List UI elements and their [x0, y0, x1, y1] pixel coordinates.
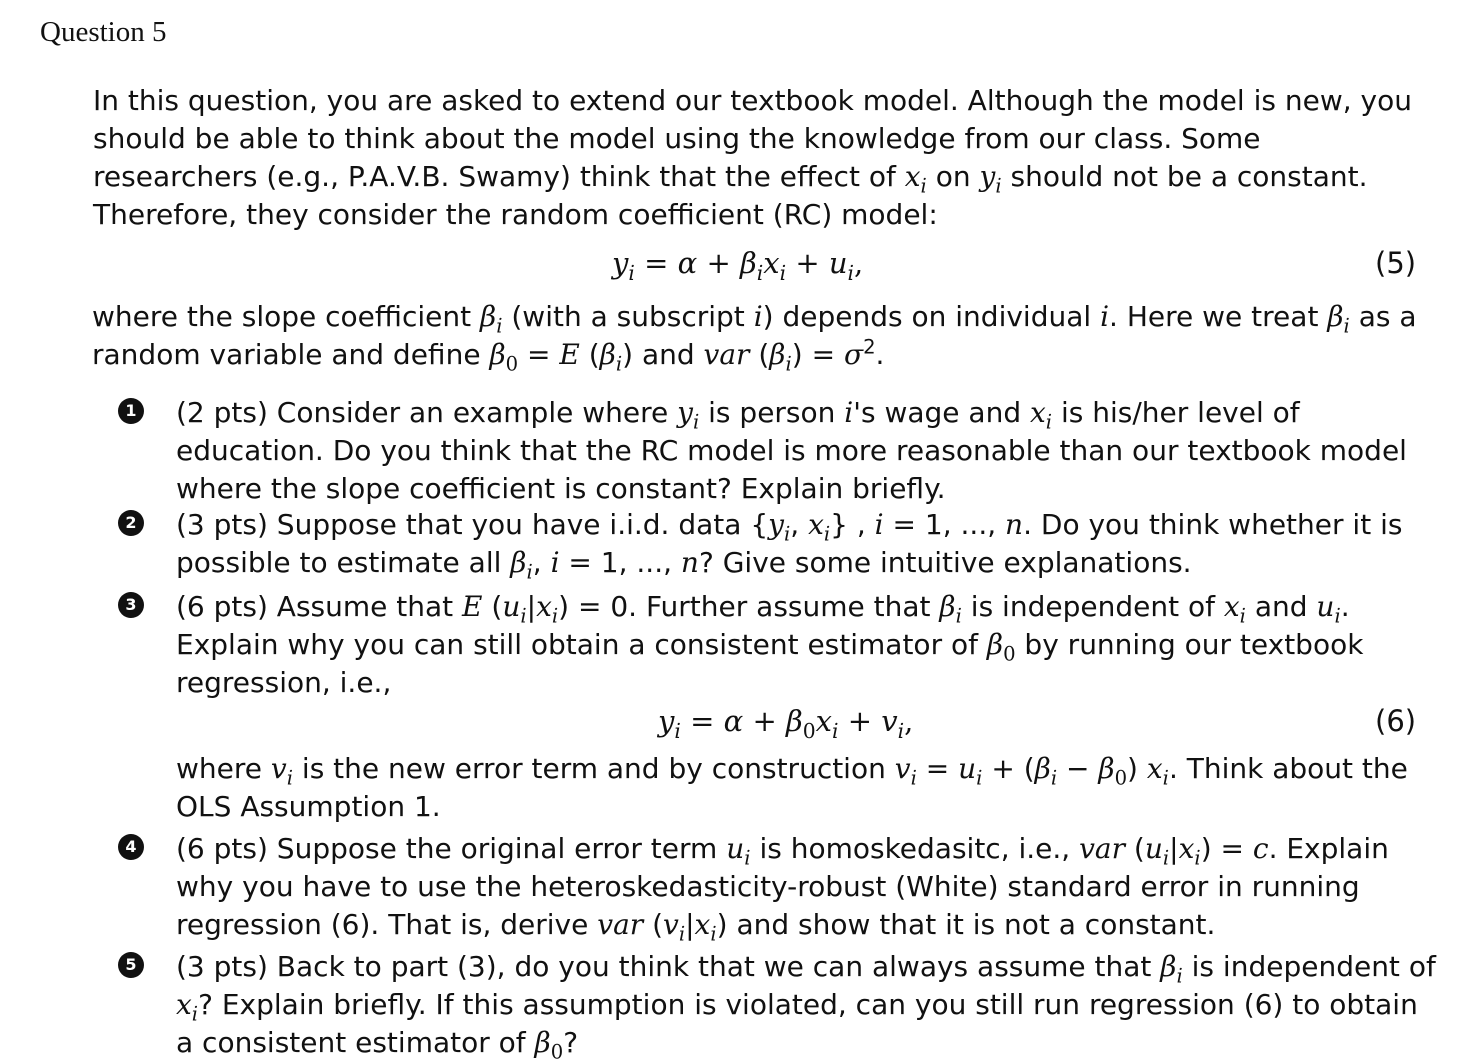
item-5-text: (3 pts) Back to part (3), do you think that we can always assume that $\beta_i$ is independent of $x_i$? Explain briefly. If this assumption is violated, can you still run regression (6) to obtain a consistent estimator of $\beta_0$? [176, 950, 1436, 1064]
item-number-badge: 5 [118, 952, 144, 978]
item-number-badge: 3 [118, 592, 144, 618]
definition-paragraph: where the slope coefficient $\beta_i$ (with a subscript i) depends on individual i. Here we treat $\beta_i$ as a random variable and define $\beta_0 = E$ $(\beta_i)$ and var $(\beta_i) = \sigma^2$. [92, 300, 1417, 376]
equation-5-number: (5) [1375, 246, 1417, 280]
item-number-badge: 2 [118, 510, 144, 536]
equation-6: $y_i = \alpha + \beta_0x_i + v_i$, [658, 704, 914, 743]
equation-6-number: (6) [1375, 704, 1417, 738]
def-text-1: where the slope coefficient [92, 300, 480, 333]
intro-text-1: In this question, you are asked to extend our textbook model. Although the model is new, you should be able to think about the model using the knowledge from our class. Some researchers (e.g., P.A.V.B. Swamy) think that the effect of [93, 84, 1412, 193]
def-text-4: . Here we treat [1109, 300, 1328, 333]
intro-text-2: should not be a constant. Therefore, they consider the random coefficient (RC) model: [93, 160, 1368, 231]
def-text-2: (with a subscript [502, 300, 754, 333]
item-number-badge: 4 [118, 834, 144, 860]
item-3-followup: where $v_i$ is the new error term and by construction $v_i = u_i + (\beta_i - \beta_0)$ $x_i$. Think about the OLS Assumption 1. [176, 752, 1408, 823]
item-3-text: (6 pts) Assume that E $(u_i|x_i) = 0$. Further assume that $\beta_i$ is independent of $x_i$ and $u_i$. Explain why you can still obtain a consistent estimator of $\beta_0$ by running our textbook regression, i.e., [176, 590, 1364, 699]
equation-5: $y_i = \alpha + \beta_ix_i + u_i$, [612, 246, 864, 285]
item-4-text: (6 pts) Suppose the original error term $u_i$ is homoskedasitc, i.e., var $(u_i|x_i) = c$. Explain why you have to use the heteroskedasticity-robust (White) standard error in running regression (6). That is, derive var $(v_i|x_i)$ and show that it is not a constant. [176, 832, 1389, 946]
item-2-text: (3 pts) Suppose that you have i.i.d. data {$y_i$, $x_i$} , i = 1, ..., n. Do you think whether it is possible to estimate all $\beta_i$, i = 1, ..., n? Give some intuitive explanations. [176, 508, 1403, 584]
question-heading: Question 5 [40, 16, 167, 48]
def-text-6: and [633, 338, 704, 371]
item-1-text: (2 pts) Consider an example where $y_i$ is person i's wage and $x_i$ is his/her level of education. Do you think that the RC model is more reasonable than our textbook model where the slope coefficient is constant? Explain briefly. [176, 396, 1407, 505]
intro-paragraph: In this question, you are asked to extend our textbook model. Although the model is new, you should be able to think about the model using the knowledge from our class. Some researchers (e.g., P.A.V.B. Swamy) think that the effect of $x_i$ on $y_i$ should not be a constant. Therefore, they consider the random coefficient (RC) model: [93, 84, 1412, 231]
item-number-badge: 1 [118, 398, 144, 424]
def-text-3: ) depends on individual [762, 300, 1101, 333]
def-text-5: as a random variable and define [92, 300, 1417, 371]
